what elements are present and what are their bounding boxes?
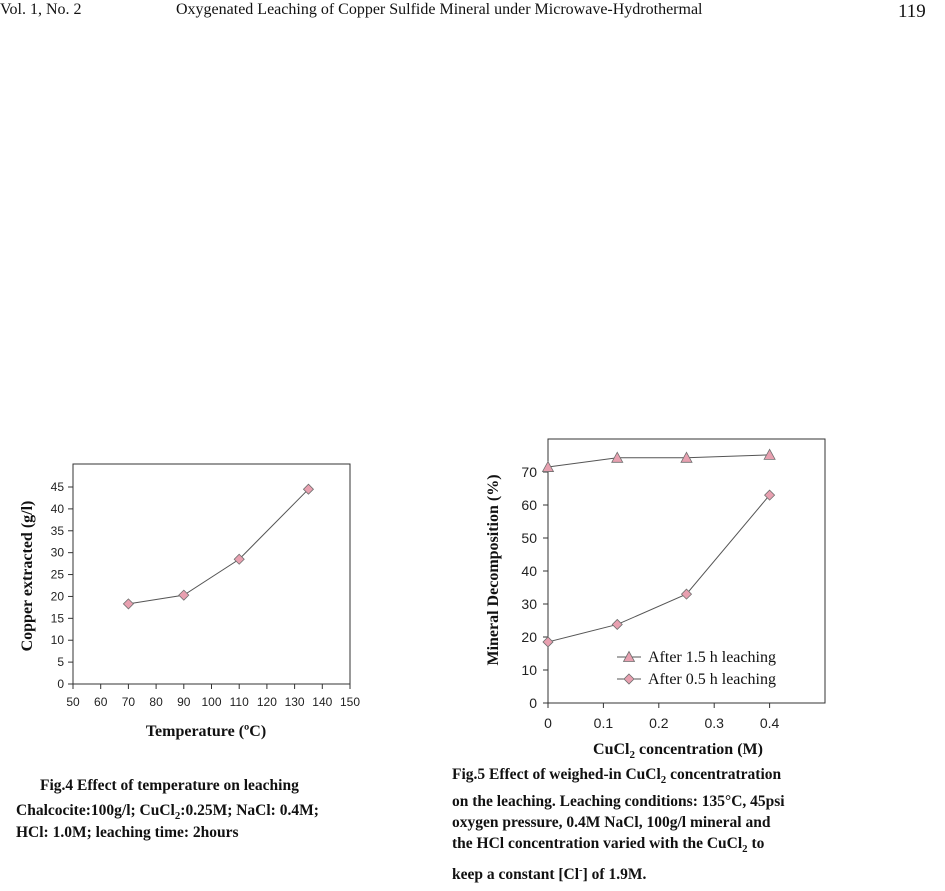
fig4-caption-conditions-2: HCl: 1.0M; leaching time: 2hours: [16, 824, 239, 841]
fig4-xtick-label: 70: [121, 695, 136, 709]
fig5-chart: [460, 430, 880, 765]
fig4-plot-frame: [73, 464, 350, 684]
journal-volume: Vol. 1, No. 2: [0, 1, 82, 18]
fig4-caption-conditions: Chalcocite:100g/l; CuCl$_2$:0.25M; NaCl: 0.4M;: [16, 802, 319, 823]
fig4-caption-title: Fig.4 Effect of temperature on leaching: [40, 777, 299, 794]
fig5-series-line: [548, 495, 770, 642]
fig5-ytick-label: 50: [521, 530, 537, 546]
fig5-caption-line: on the leaching. Leaching conditions: 135°C, 45psi: [452, 793, 785, 811]
fig5-ytick-label: 40: [521, 563, 537, 579]
fig5-series-line: [548, 455, 770, 467]
fig5-legend: [617, 649, 776, 688]
fig5-xtick-label: 0.2: [649, 715, 669, 731]
fig5-data-point: [543, 637, 553, 647]
fig5-data-point: [764, 449, 775, 459]
fig4-xtick-label: 50: [66, 695, 80, 709]
fig4-xtick-label: 110: [229, 695, 249, 709]
fig5-caption-line: Fig.5 Effect of weighed-in CuCl$_2$ concentratration: [452, 766, 782, 787]
fig5-ytick-label: 70: [521, 464, 537, 480]
fig4-ytick-label: 15: [50, 611, 64, 626]
fig4-ytick-label: 25: [50, 567, 64, 582]
fig5-ytick-label: 60: [521, 497, 537, 513]
page-number: 119: [898, 1, 926, 22]
fig4-ytick-label: 30: [50, 545, 64, 560]
fig4-series: [123, 484, 313, 609]
fig5-data-point: [612, 619, 622, 629]
fig4-xtick-label: 120: [256, 695, 277, 709]
fig5-xtick-label: 0.4: [759, 715, 780, 731]
fig5-caption: [452, 764, 785, 885]
fig5-series: [543, 449, 776, 647]
fig4-xtick-label: 90: [177, 695, 191, 709]
fig5-xtick-label: 0.3: [704, 715, 724, 731]
fig5-caption-line: keep a constant [Cl-] of 1.9M.: [452, 864, 647, 884]
fig4-ytick-label: 10: [50, 633, 64, 648]
fig4-ytick-label: 5: [57, 655, 64, 670]
fig5-ytick-label: 30: [521, 596, 537, 612]
legend-label: After 1.5 h leaching: [648, 649, 776, 666]
fig4-xtick-label: 60: [94, 695, 108, 709]
fig5-xtick-label: 0: [544, 715, 552, 731]
fig4-ticks: [51, 464, 361, 709]
fig5-ytick-label: 0: [529, 695, 537, 711]
fig4-xtick-label: 130: [284, 695, 305, 709]
fig4-xtick-label: 150: [339, 695, 361, 709]
fig4-data-point: [123, 599, 133, 609]
fig5-data-point: [612, 452, 623, 462]
fig4-ylabel: Copper extracted (g/l): [19, 500, 36, 652]
fig5-ytick-label: 10: [521, 662, 537, 678]
fig5-xtick-label: 0.1: [593, 715, 614, 731]
fig4-chart: [0, 440, 380, 750]
fig4-ytick-label: 0: [57, 677, 64, 691]
fig4-xtick-label: 80: [149, 695, 163, 709]
fig5-caption-line: the HCl concentration varied with the CuCl$_2$ to: [452, 835, 765, 856]
fig5-caption-line: oxygen pressure, 0.4M NaCl, 100g/l mineral and: [452, 814, 771, 832]
fig5-ylabel: Mineral Decomposition (%): [485, 474, 502, 666]
legend-swatch-marker: [624, 674, 634, 684]
fig4-xlabel: Temperature (ºC): [145, 723, 267, 740]
fig4-ytick-label: 35: [50, 523, 64, 538]
fig4-data-point: [179, 590, 189, 600]
legend-label: After 0.5 h leaching: [648, 671, 776, 688]
fig4-xtick-label: 140: [312, 695, 333, 709]
fig4-ytick-label: 20: [50, 589, 64, 604]
fig4-ytick-label: 45: [50, 480, 64, 494]
fig5-xlabel: CuCl$_2$ concentration (M): [593, 741, 763, 761]
fig4-series-line: [128, 489, 308, 604]
fig4-ytick-label: 40: [50, 501, 64, 516]
fig5-ytick-label: 20: [521, 629, 537, 645]
fig4-xtick-label: 100: [201, 695, 222, 709]
running-title: Oxygenated Leaching of Copper Sulfide Mineral under Microwave-Hydrothermal: [176, 1, 703, 18]
page-header: [0, 0, 945, 30]
